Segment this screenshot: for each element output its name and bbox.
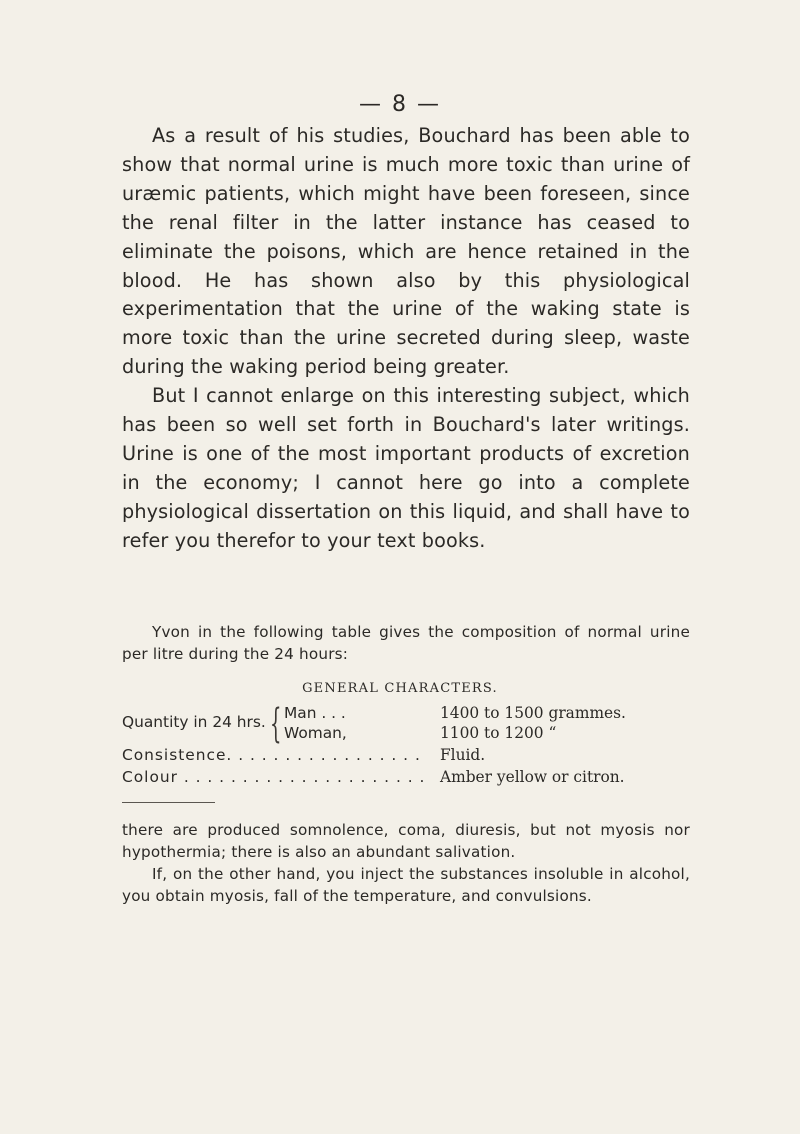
main-text [122, 122, 690, 556]
quantity-label: Quantity in 24 hrs. [122, 713, 266, 731]
consistence-value-cell [440, 746, 485, 764]
table-intro [122, 621, 690, 665]
man-value: 1400 to 1500 grammes. [440, 704, 626, 722]
woman-value: 1100 to 1200 “ [440, 724, 557, 742]
colour-row [122, 768, 425, 786]
colour-label: Colour . . . . . . . . . . . . . . . . . . . . . [122, 768, 426, 786]
colour-value-cell [440, 768, 625, 786]
quantity-row [122, 701, 690, 748]
table-heading: GENERAL CHARACTERS. [302, 681, 498, 696]
page-number: — 8 — [359, 92, 441, 117]
footnote-paragraph: If, on the other hand, you inject the substances insoluble in alcohol, you obtain myosis, fall of the temperature, and convulsions. [122, 865, 690, 905]
woman-label: Woman, [284, 724, 347, 742]
paragraph: As a result of his studies, Bouchard has been able to show that normal urine is much more toxic than urine of uræmic patients, which might have been foreseen, since the renal filter in the latter instance has ceased to eliminate the poisons, which are hence retained in the blood. He has shown also by this physiological experimentation that the urine of the waking state is more toxic than the urine secreted during sleep, waste during the waking period being greater. [122, 124, 690, 379]
brace-glyph: { [270, 701, 282, 747]
intro-paragraph: Yvon in the following table gives the composition of normal urine per litre during the 24 hours: [122, 623, 690, 663]
consistence-value: Fluid. [440, 746, 486, 764]
footnote-paragraph: there are produced somnolence, coma, diuresis, but not myosis nor hypothermia; there is also an abundant salivation. [122, 821, 690, 861]
footnote [122, 819, 690, 907]
footnote-rule [122, 802, 215, 803]
consistence-row [122, 746, 421, 764]
man-label: Man . . . [284, 704, 346, 722]
colour-value: Amber yellow or citron. [440, 768, 625, 786]
paragraph: But I cannot enlarge on this interesting subject, which has been so well set forth in Bouchard's later writings. Urine is one of the most important products of excretion in the economy; I cannot here go into a complete physiological dissertation on this liquid, and shall have to refer you therefor to your text books. [122, 384, 690, 552]
consistence-label: Consistence. . . . . . . . . . . . . . . . . [122, 746, 421, 764]
